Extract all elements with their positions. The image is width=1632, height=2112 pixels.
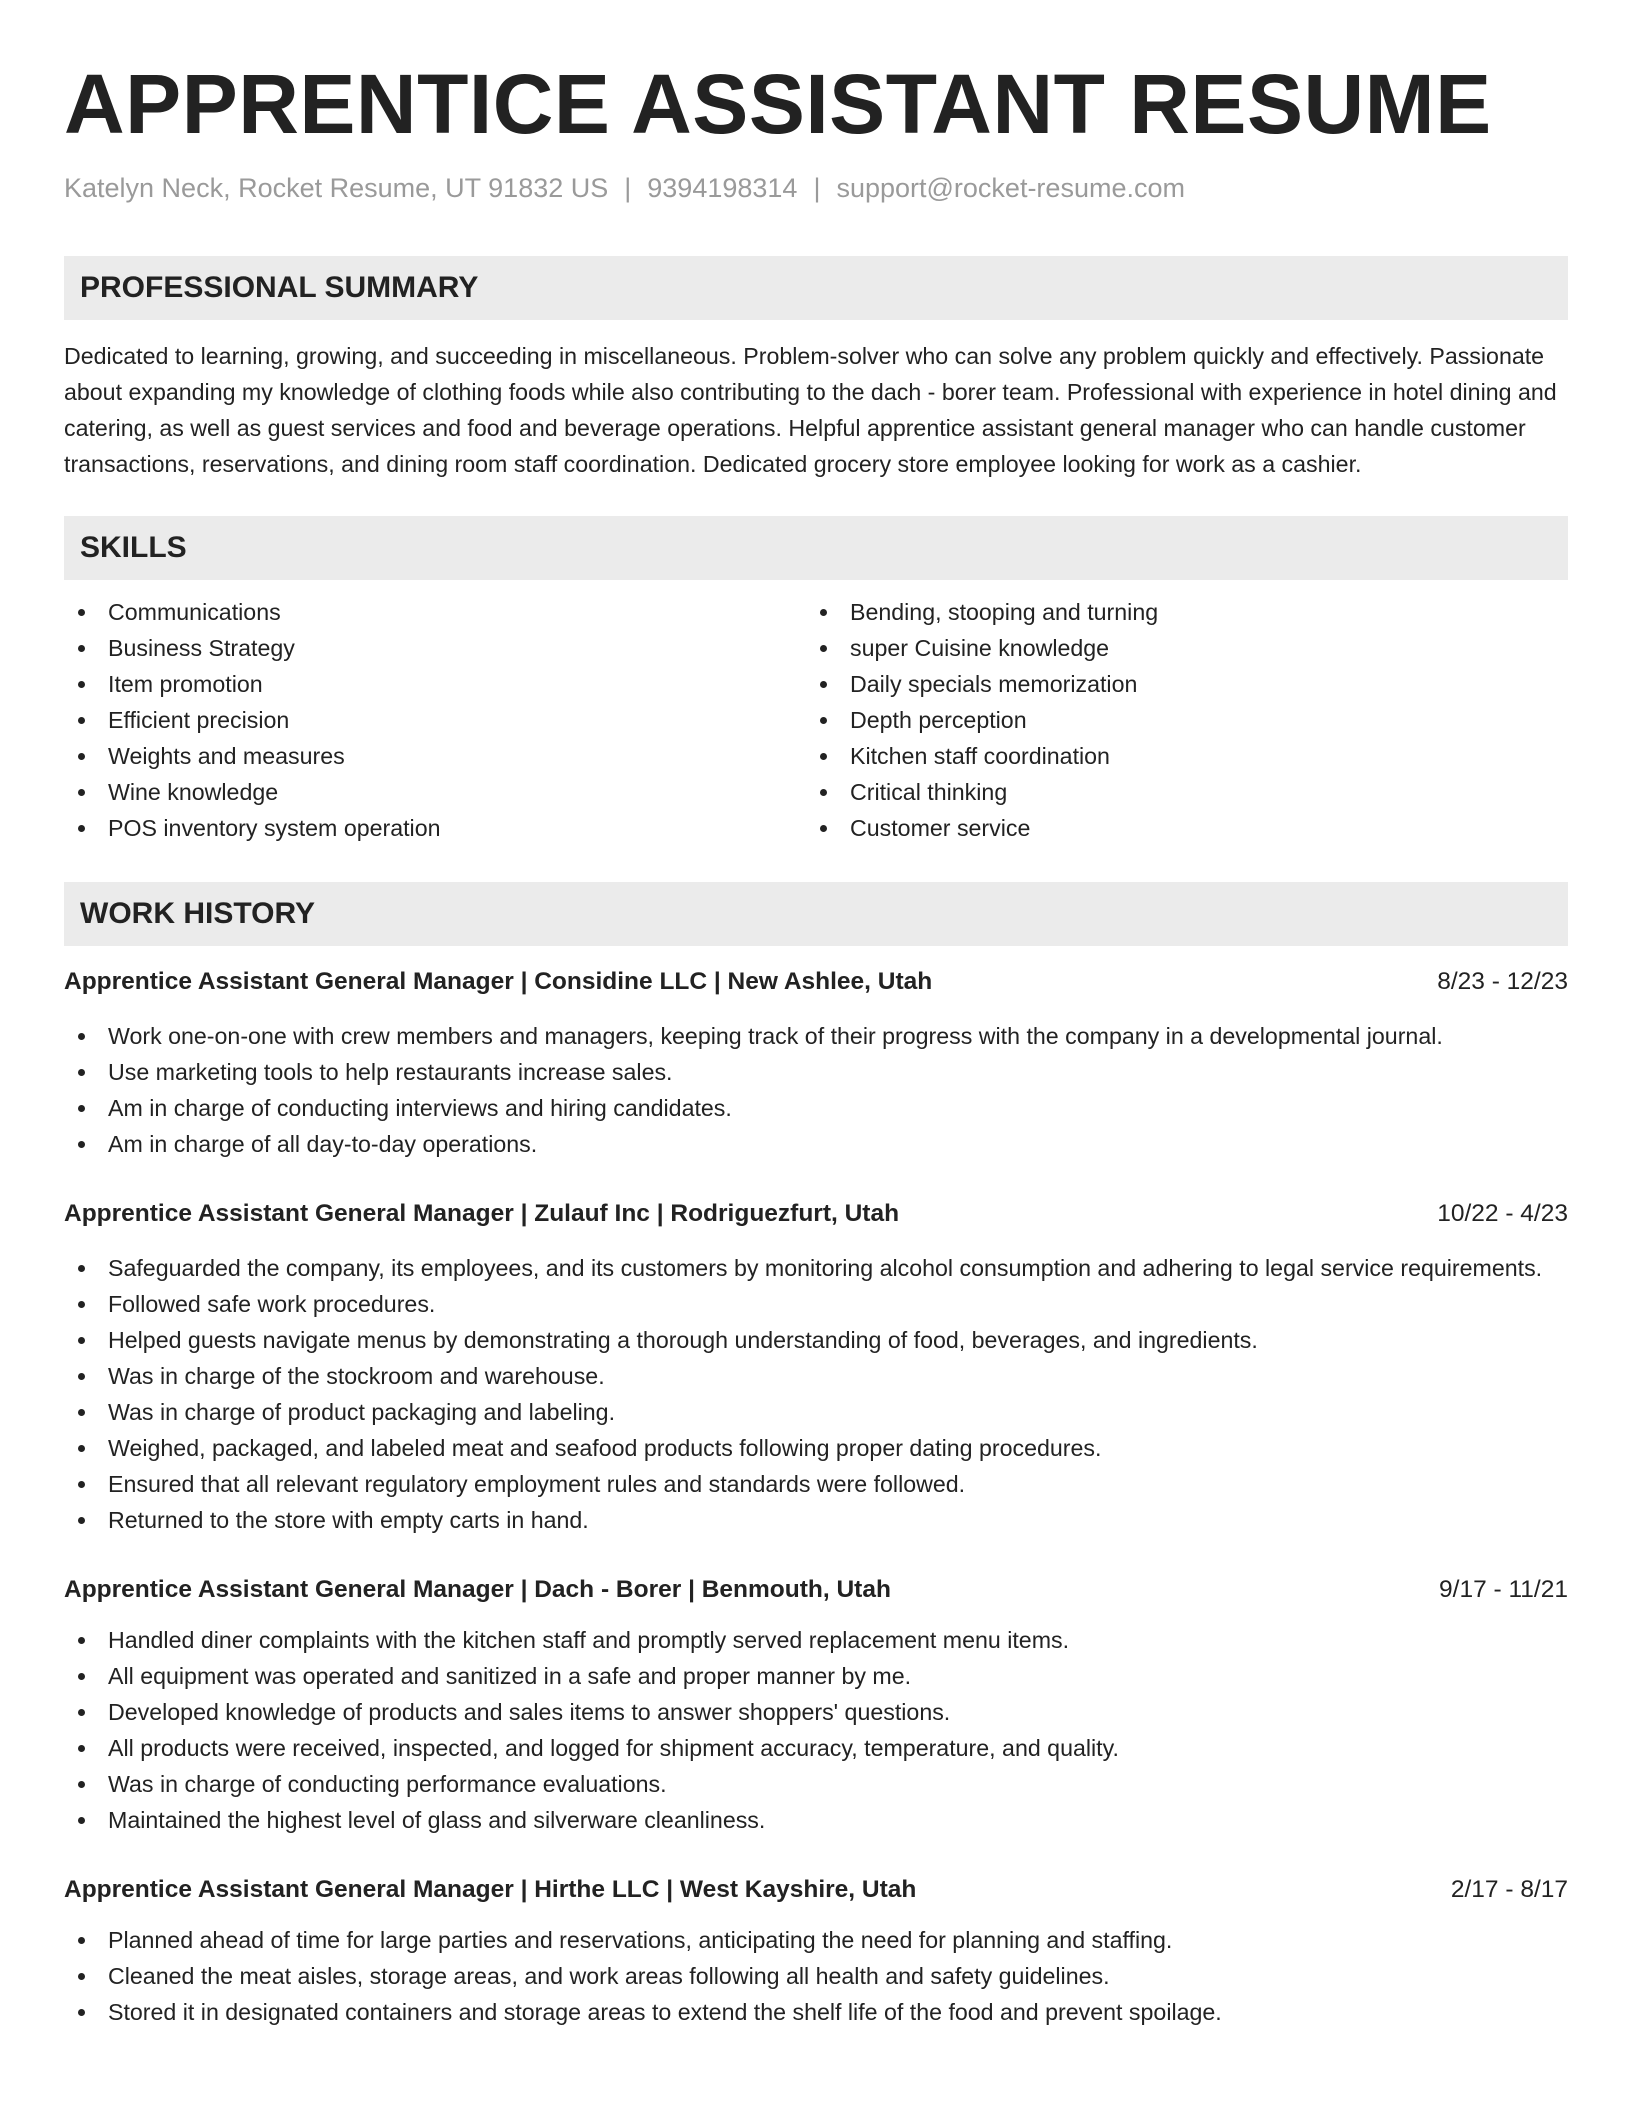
job-entry (64, 1198, 1568, 1538)
resume-page (64, 0, 1568, 2030)
skill-item: super Cuisine knowledge (806, 630, 1548, 666)
job-duties (64, 1250, 1568, 1538)
job-duty: Am in charge of conducting interviews and hiring candidates. (64, 1090, 1568, 1126)
job-header (64, 1574, 1568, 1606)
skill-item: POS inventory system operation (64, 810, 806, 846)
skill-item: Business Strategy (64, 630, 806, 666)
job-title: Apprentice Assistant General Manager | Considine LLC | New Ashlee, Utah (64, 968, 933, 995)
contact-phone: 9394198314 (647, 173, 798, 203)
skill-item: Weights and measures (64, 738, 806, 774)
skill-item: Efficient precision (64, 702, 806, 738)
skill-item: Customer service (806, 810, 1548, 846)
skill-item: Item promotion (64, 666, 806, 702)
summary-text: Dedicated to learning, growing, and succeeding in miscellaneous. Problem-solver who can solve any problem quickly and effectively. Passionate about expanding my knowledge of clothing foods while also contributing to the dach - borer team. Professional with experience in hotel dining and catering, as well as guest services and food and beverage operations. Helpful apprentice assistant general manager who can handle customer transactions, reservations, and dining room staff coordination. Dedicated grocery store employee looking for work as a cashier. (64, 343, 1557, 477)
job-duties (64, 1018, 1568, 1162)
job-header (64, 966, 1568, 998)
skill-item: Bending, stooping and turning (806, 594, 1548, 630)
job-entry (64, 966, 1568, 1162)
job-duties (64, 1922, 1568, 2030)
job-duties (64, 1622, 1568, 1838)
skill-item: Daily specials memorization (806, 666, 1548, 702)
job-duty: Work one-on-one with crew members and managers, keeping track of their progress with the company in a developmental journal. (64, 1018, 1568, 1054)
job-duty: Followed safe work procedures. (64, 1286, 1568, 1322)
job-duty: Ensured that all relevant regulatory employment rules and standards were followed. (64, 1466, 1568, 1502)
job-duty: Planned ahead of time for large parties and reservations, anticipating the need for planning and staffing. (64, 1922, 1568, 1958)
job-duty: Weighed, packaged, and labeled meat and seafood products following proper dating procedures. (64, 1430, 1568, 1466)
job-title: Apprentice Assistant General Manager | Zulauf Inc | Rodriguezfurt, Utah (64, 1200, 900, 1227)
job-title: Apprentice Assistant General Manager | Hirthe LLC | West Kayshire, Utah (64, 1876, 917, 1903)
skill-item: Kitchen staff coordination (806, 738, 1548, 774)
skills-list (64, 594, 1568, 846)
skill-item: Wine knowledge (64, 774, 806, 810)
job-duty: All products were received, inspected, and logged for shipment accuracy, temperature, and quality. (64, 1730, 1568, 1766)
skills-column-left (64, 594, 806, 846)
job-header (64, 1198, 1568, 1230)
job-dates: 10/22 - 4/23 (1437, 1200, 1568, 1227)
skill-item: Depth perception (806, 702, 1548, 738)
contact-address: Katelyn Neck, Rocket Resume, UT 91832 US (64, 173, 609, 203)
section-heading-skills: SKILLS (64, 516, 1568, 580)
contact-separator: | (813, 173, 821, 203)
job-dates: 2/17 - 8/17 (1450, 1876, 1568, 1903)
contact-line (64, 172, 1568, 204)
job-duty: Use marketing tools to help restaurants increase sales. (64, 1054, 1568, 1090)
job-duty: All equipment was operated and sanitized in a safe and proper manner by me. (64, 1658, 1568, 1694)
job-duty: Safeguarded the company, its employees, and its customers by monitoring alcohol consumption and adhering to legal service requirements. (64, 1250, 1568, 1286)
job-duty: Stored it in designated containers and storage areas to extend the shelf life of the food and prevent spoilage. (64, 1994, 1568, 2030)
job-title: Apprentice Assistant General Manager | Dach - Borer | Benmouth, Utah (64, 1576, 891, 1603)
job-duty: Maintained the highest level of glass and silverware cleanliness. (64, 1802, 1568, 1838)
job-entry (64, 1874, 1568, 2030)
job-dates: 8/23 - 12/23 (1437, 968, 1568, 995)
job-duty: Was in charge of conducting performance evaluations. (64, 1766, 1568, 1802)
job-entry (64, 1574, 1568, 1838)
job-header (64, 1874, 1568, 1906)
job-duty: Developed knowledge of products and sales items to answer shoppers' questions. (64, 1694, 1568, 1730)
job-duty: Helped guests navigate menus by demonstrating a thorough understanding of food, beverages, and ingredients. (64, 1322, 1568, 1358)
section-heading-summary: PROFESSIONAL SUMMARY (64, 256, 1568, 320)
skill-item: Communications (64, 594, 806, 630)
section-heading-work-history: WORK HISTORY (64, 882, 1568, 946)
job-duty: Handled diner complaints with the kitchen staff and promptly served replacement menu items. (64, 1622, 1568, 1658)
job-duty: Cleaned the meat aisles, storage areas, and work areas following all health and safety guidelines. (64, 1958, 1568, 1994)
skill-item: Critical thinking (806, 774, 1548, 810)
contact-separator: | (624, 173, 632, 203)
contact-email[interactable]: support@rocket-resume.com (836, 173, 1185, 203)
job-dates: 9/17 - 11/21 (1439, 1576, 1568, 1603)
resume-title: APPRENTICE ASSISTANT RESUME (64, 57, 1492, 151)
job-duty: Am in charge of all day-to-day operations. (64, 1126, 1568, 1162)
job-duty: Was in charge of the stockroom and warehouse. (64, 1358, 1568, 1394)
job-duty: Was in charge of product packaging and labeling. (64, 1394, 1568, 1430)
job-duty: Returned to the store with empty carts in hand. (64, 1502, 1568, 1538)
skills-column-right (806, 594, 1548, 846)
